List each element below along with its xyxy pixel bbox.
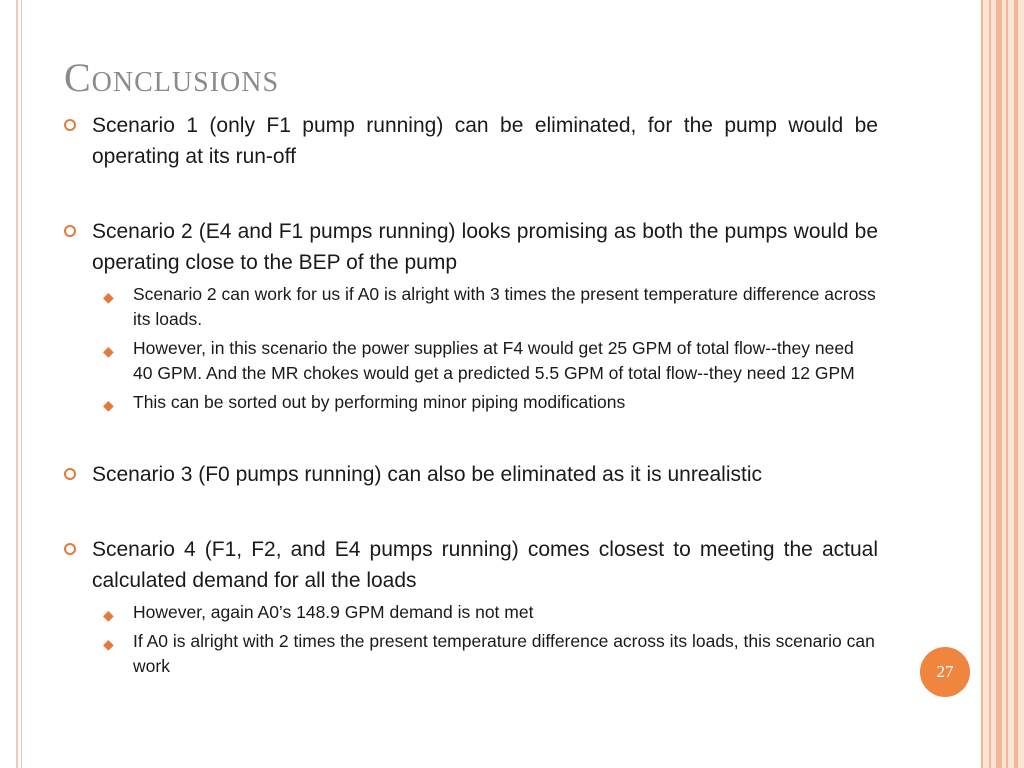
sub-bullet-text: However, in this scenario the power supplies at F4 would get 25 GPM of total flow--they need 40 GPM. And the MR chokes would get a predicted 5.5 GPM of total flow--they need 12 GPM — [133, 338, 855, 383]
bullet-scenario-4 — [58, 534, 878, 596]
right-border-line — [989, 0, 991, 768]
sub-bullet — [103, 629, 878, 679]
sub-bullet — [103, 390, 878, 415]
sub-bullet — [103, 600, 878, 625]
right-border-line — [1006, 0, 1008, 768]
diamond-bullet-icon: ◆ — [103, 343, 114, 359]
diamond-bullet-icon: ◆ — [103, 636, 114, 652]
sub-bullet-text: Scenario 2 can work for us if A0 is alright with 3 times the present temperature difference across its loads. — [133, 284, 876, 329]
left-border-line-inner — [21, 0, 22, 768]
diamond-bullet-icon: ◆ — [103, 397, 114, 413]
bullet-text: Scenario 3 (F0 pumps running) can also be eliminated as it is unrealistic — [92, 463, 763, 486]
left-border-line — [16, 0, 18, 768]
page-number-badge: 27 — [920, 647, 970, 697]
bullet-text: Scenario 2 (E4 and F1 pumps running) looks promising as both the pumps would be operating close to the BEP of the pump — [92, 220, 878, 274]
sub-bullet — [103, 336, 878, 386]
sub-bullet-text: This can be sorted out by performing minor piping modifications — [133, 392, 626, 412]
bullet-text: Scenario 1 (only F1 pump running) can be eliminated, for the pump would be operating at its run-off — [92, 114, 878, 168]
circle-bullet-icon — [64, 119, 76, 131]
circle-bullet-icon — [64, 225, 76, 237]
sub-bullet-text: However, again A0’s 148.9 GPM demand is not met — [133, 602, 534, 622]
circle-bullet-icon — [64, 468, 76, 480]
circle-bullet-icon — [64, 543, 76, 555]
bullet-scenario-2 — [58, 216, 878, 278]
bullet-text: Scenario 4 (F1, F2, and E4 pumps running) comes closest to meeting the actual calculated demand for all the loads — [92, 538, 878, 592]
right-border-line — [1014, 0, 1018, 768]
diamond-bullet-icon: ◆ — [103, 607, 114, 623]
right-border-line — [981, 0, 983, 768]
sub-bullet-text: If A0 is alright with 2 times the present temperature difference across its loads, this scenario can work — [133, 631, 875, 676]
diamond-bullet-icon: ◆ — [103, 289, 114, 305]
bullet-scenario-3 — [58, 459, 878, 490]
sub-bullet — [103, 282, 878, 332]
right-border-line — [996, 0, 1002, 768]
slide-title: Conclusions — [64, 55, 280, 100]
slide-content — [58, 110, 878, 679]
bullet-scenario-1 — [58, 110, 878, 172]
